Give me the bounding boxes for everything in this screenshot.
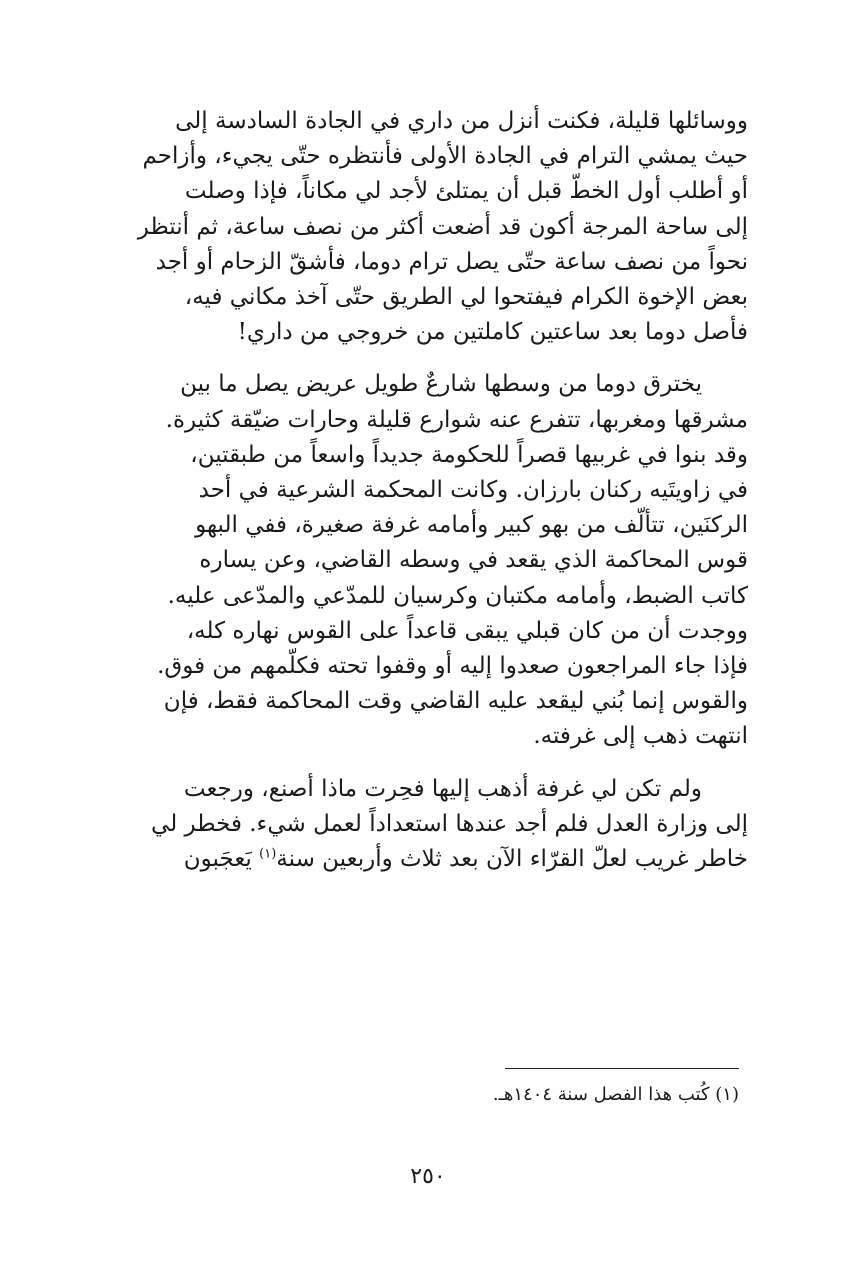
text-line: فإذا جاء المراجعون صعدوا إليه أو وقفوا تحته فكلّمهم من فوق. xyxy=(157,653,748,680)
text-line: إلى ساحة المرجة أكون قد أضعت أكثر من نصف ساعة، ثم أنتظر xyxy=(137,213,748,240)
text-line: كاتب الضبط، وأمامه مكتبان وكرسيان للمدّعي والمدّعى عليه. xyxy=(167,582,748,609)
text-line: والقوس إنما بُني ليقعد عليه القاضي وقت المحاكمة فقط، فإن xyxy=(163,688,748,715)
text-line: قوس المحاكمة الذي يقعد في وسطه القاضي، وعن يساره xyxy=(199,547,748,574)
text-line: فأصل دوما بعد ساعتين كاملتين من خروجي من داري! xyxy=(237,319,748,346)
text-line: يخترق دوما من وسطها شارعٌ طويل عريض يصل ما بين xyxy=(180,371,702,398)
text-line: أو أطلب أول الخطّ قبل أن يمتلئ لأجد لي مكاناً، فإذا وصلت xyxy=(184,178,748,205)
footnote-reference[interactable]: (١) xyxy=(259,846,277,862)
page-body xyxy=(108,104,748,877)
text-line: انتهت ذهب إلى غرفته. xyxy=(533,723,748,750)
text-segment: يَعجَبون xyxy=(183,846,260,873)
text-line: مشرقها ومغربها، تتفرع عنه شوارع قليلة وحارات ضيّقة كثيرة. xyxy=(165,406,748,433)
text-line: ولم تكن لي غرفة أذهب إليها فحِرت ماذا أصنع، ورجعت xyxy=(183,775,702,802)
text-segment: خاطر غريب لعلّ القرّاء الآن بعد ثلاث وأربعين سنة xyxy=(276,846,748,873)
text-line: ووسائلها قليلة، فكنت أنزل من داري في الجادة السادسة إلى xyxy=(175,108,748,134)
paragraph-3 xyxy=(108,772,748,878)
footnote-separator xyxy=(505,1068,739,1069)
page-number: ٢٥٠ xyxy=(410,1164,446,1189)
footnote: (١) كُتب هذا الفصل سنة ١٤٠٤هـ. xyxy=(492,1084,739,1105)
paragraph-2 xyxy=(108,367,748,754)
text-line: إلى وزارة العدل فلم أجد عندها استعداداً لعمل شيء. فخطر لي xyxy=(151,810,748,837)
text-line: ووجدت أن من كان قبلي يبقى قاعداً على القوس نهاره كله، xyxy=(186,617,748,644)
text-line: نحواً من نصف ساعة حتّى يصل ترام دوما، فأشقّ الزحام أو أجد xyxy=(155,248,748,275)
paragraph-1 xyxy=(108,104,748,350)
text-line: وقد بنوا في غربيها قصراً للحكومة جديداً واسعاً من طبقتين، xyxy=(190,441,748,468)
text-line: الركنَين، تتألّف من بهو كبير وأمامه غرفة صغيرة، ففي البهو xyxy=(195,512,748,539)
text-line-with-footnote xyxy=(108,842,748,877)
text-line: حيث يمشي الترام في الجادة الأولى فأنتظره حتّى يجيء، وأزاحم xyxy=(142,143,748,170)
text-line: في زاويتَيه ركنان بارزان. وكانت المحكمة الشرعية في أحد xyxy=(198,477,748,504)
text-line: بعض الإخوة الكرام فيفتحوا لي الطريق حتّى آخذ مكاني فيه، xyxy=(184,284,748,311)
